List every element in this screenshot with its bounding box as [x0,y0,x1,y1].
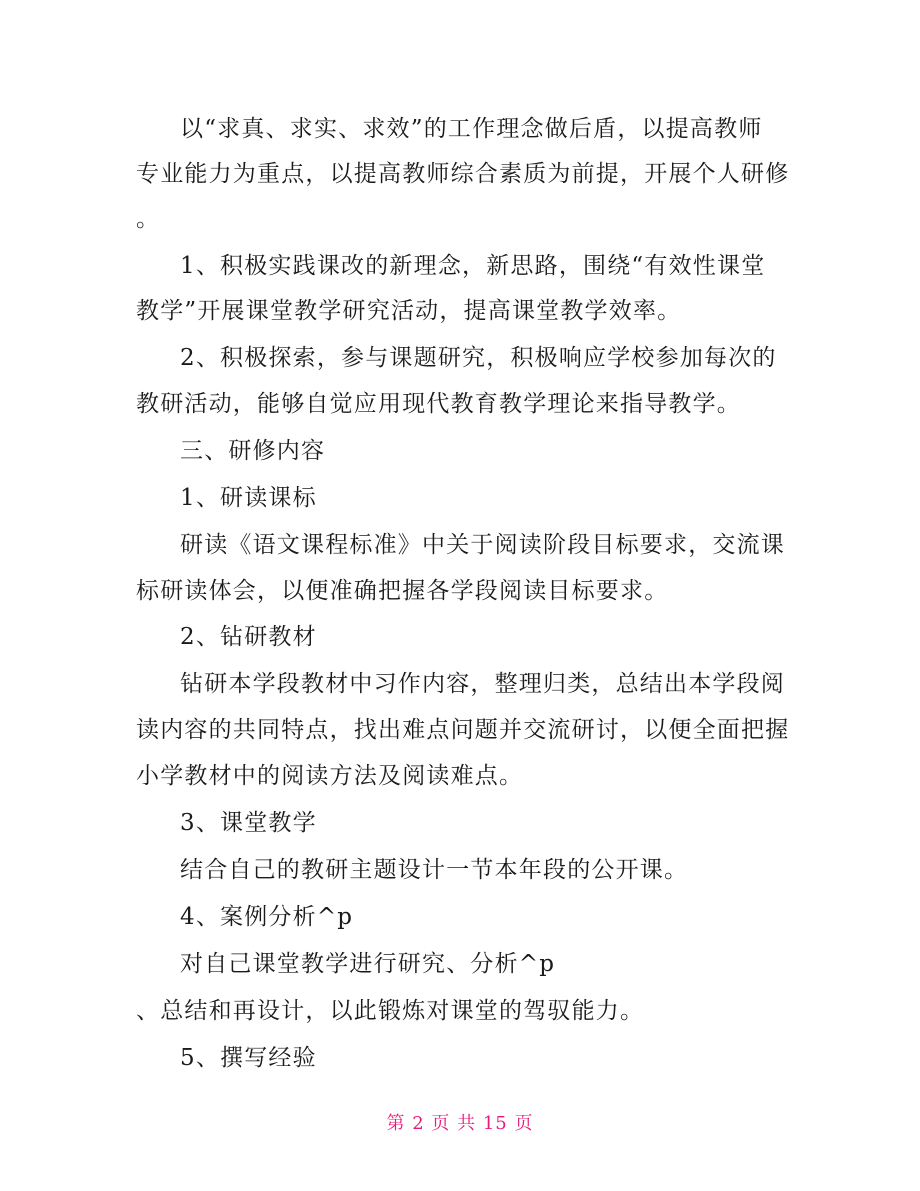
text-line: 1、积极实践课改的新理念，新思路，围绕“有效性课堂 [180,253,766,279]
subsection-heading: 4、案例分析^p [180,904,354,930]
text-line: 标研读体会，以便准确把握各学段阅读目标要求。 [136,578,669,604]
section-heading: 三、研修内容 [180,438,326,464]
text-line: 以“求真、求实、求效”的工作理念做后盾，以提高教师 [180,116,763,142]
text-line: 研读《语文课程标准》中关于阅读阶段目标要求，交流课 [180,532,785,558]
subsection-heading: 3、课堂教学 [180,810,317,836]
text-line: 小学教材中的阅读方法及阅读难点。 [136,763,524,789]
text-line: 对自己课堂教学进行研究、分析^p [180,951,556,977]
subsection-heading: 5、撰写经验 [180,1045,317,1071]
text-line: 2、积极探索，参与课题研究，积极响应学校参加每次的 [180,345,777,371]
page-number-footer: 第 2 页 共 15 页 [386,1113,534,1134]
subsection-heading: 2、钻研教材 [180,624,317,650]
text-line: 教研活动，能够自觉应用现代教育教学理论来指导教学。 [136,391,741,417]
subsection-heading: 1、研读课标 [180,485,317,511]
text-line: 结合自己的教研主题设计一节本年段的公开课。 [180,857,689,883]
text-line: 教学”开展课堂教学研究活动，提高课堂教学效率。 [136,298,682,324]
text-line: 读内容的共同特点，找出难点问题并交流研讨，以便全面把握 [136,717,790,743]
text-line: 、总结和再设计，以此锻炼对课堂的驾驭能力。 [136,998,645,1024]
text-line: 。 [136,206,161,232]
text-line: 钻研本学段教材中习作内容，整理归类，总结出本学段阅 [180,671,785,697]
text-line: 专业能力为重点，以提高教师综合素质为前提，开展个人研修 [136,161,790,187]
